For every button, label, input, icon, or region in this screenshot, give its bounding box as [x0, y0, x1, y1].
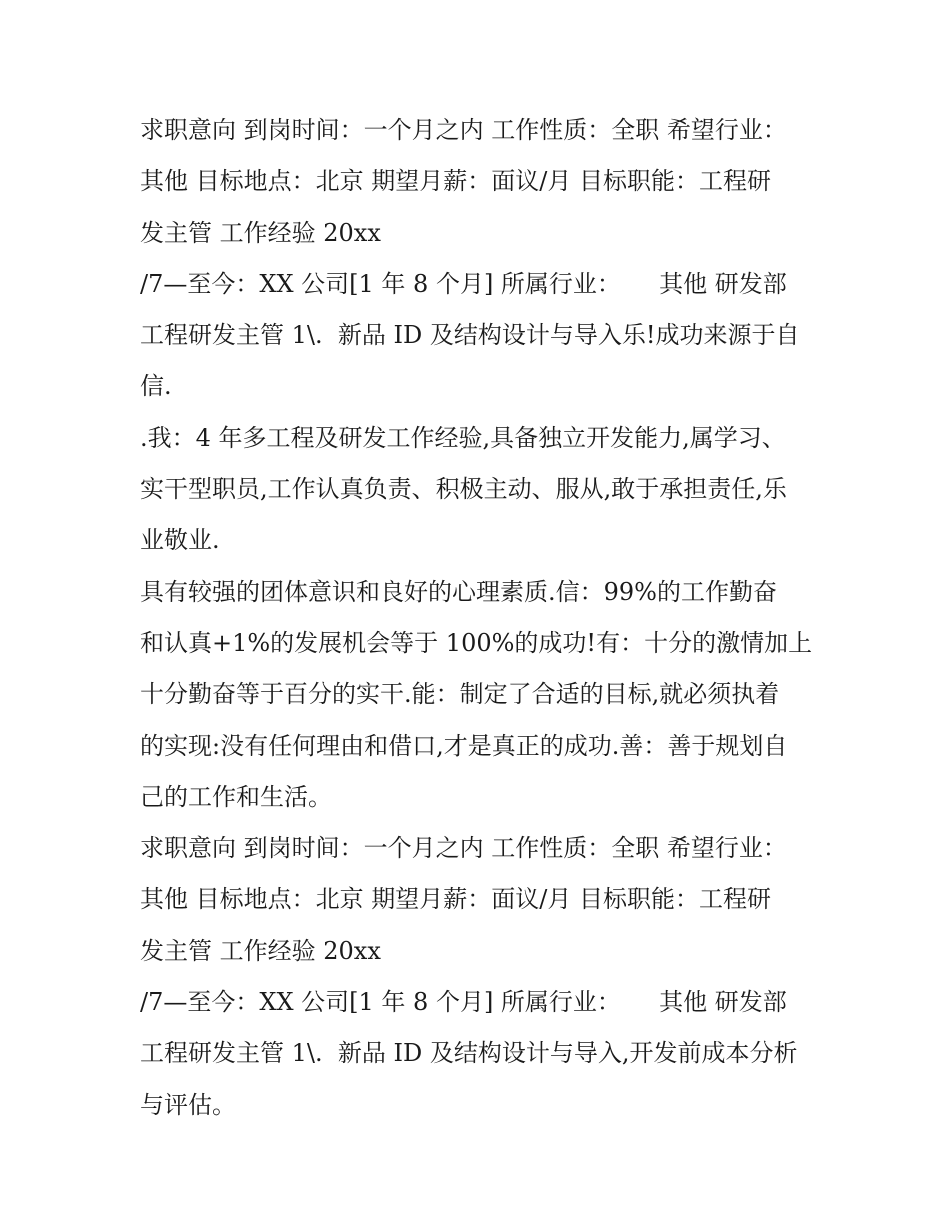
text-line: 求职意向 到岗时间：一个月之内 工作性质：全职 希望行业：	[140, 116, 787, 144]
text-line: /7—至今：XX 公司[1 年 8 个月] 所属行业： 其他 研发部	[140, 269, 787, 298]
text-line: 求职意向 到岗时间：一个月之内 工作性质：全职 希望行业：	[140, 834, 787, 863]
text-line: /7—至今：XX 公司[1 年 8 个月] 所属行业： 其他 研发部	[140, 988, 787, 1017]
text-line: 与评估。	[140, 1090, 236, 1119]
text-line: 工程研发主管 1\. 新品 ID 及结构设计与导入乐!成功来源于自	[140, 321, 800, 350]
text-line: 具有较强的团体意识和良好的心理素质.信：99%的工作勤奋	[140, 577, 777, 606]
text-line: 其他 目标地点：北京 期望月薪：面议/月 目标职能：工程研	[140, 167, 771, 196]
text-line: 和认真+1%的发展机会等于 100%的成功!有：十分的激情加上	[140, 628, 813, 657]
text-line: .我：4 年多工程及研发工作经验,具备独立开发能力,属学习、	[140, 423, 786, 452]
text-line: 发主管 工作经验 20xx	[140, 936, 381, 965]
text-line: 的实现:没有任何理由和借口,才是真正的成功.善：善于规划自	[140, 731, 788, 760]
document-body	[140, 105, 820, 1131]
text-line: 己的工作和生活。	[140, 782, 332, 811]
text-line: 发主管 工作经验 20xx	[140, 218, 381, 247]
text-line: 实干型职员,工作认真负责、积极主动、服从,敢于承担责任,乐	[140, 475, 787, 504]
text-line: 其他 目标地点：北京 期望月薪：面议/月 目标职能：工程研	[140, 885, 771, 914]
text-line: 业敬业.	[140, 526, 220, 555]
text-line: 十分勤奋等于百分的实干.能：制定了合适的目标,就必须执着	[140, 680, 780, 709]
text-line: 工程研发主管 1\. 新品 ID 及结构设计与导入,开发前成本分析	[140, 1039, 798, 1068]
text-line: 信.	[140, 372, 172, 401]
